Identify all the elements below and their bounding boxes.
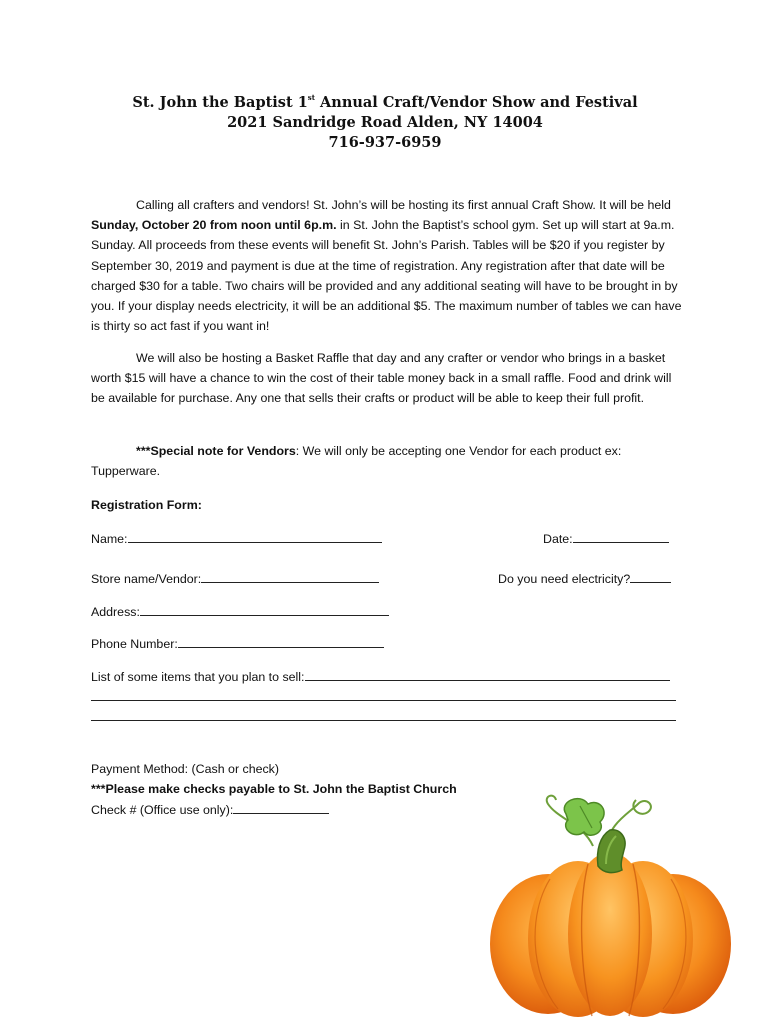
leaf-left: [564, 799, 604, 836]
electricity-field[interactable]: Do you need electricity?: [498, 570, 671, 587]
registration-form-heading: Registration Form:: [91, 498, 202, 512]
phone-number-field[interactable]: Phone Number:: [91, 635, 384, 652]
address-field[interactable]: Address:: [91, 603, 389, 620]
date-field[interactable]: Date:: [543, 530, 669, 547]
items-field-line-2[interactable]: [91, 700, 676, 701]
store-name-field[interactable]: Store name/Vendor:: [91, 570, 379, 587]
items-field[interactable]: List of some items that you plan to sell:: [91, 668, 670, 685]
raffle-paragraph: We will also be hosting a Basket Raffle that day and any crafter or vendor who brings in a basket worth $15 will have a chance to win the cost of their table money back in a small raffle. Food and drink will be available for purchase. Any one that sells their crafts or product will be able to keep their full profit.: [91, 351, 672, 406]
items-field-line-3[interactable]: [91, 720, 676, 721]
check-number-field[interactable]: Check # (Office use only):: [91, 801, 329, 818]
document-title: St. John the Baptist 1st Annual Craft/Vendor Show and Festival: [132, 93, 638, 111]
intro-paragraph: Calling all crafters and vendors! St. John’s will be hosting its first annual Craft Show. It will be held Sunday, October 20 from noon until 6p.m. in St. John the Baptist’s school gym. Set up will start at 9a.m. Sunday. All proceeds from these events will benefit St. John’s Parish. Tables will be $20 if you register by September 30, 2019 and payment is due at the time of registration. Any registration after that date will be charged $30 for a table. Two chairs will be provided and any additional seating will have to be brought in by you. If your display needs electricity, it will be an additional $5. The maximum number of tables we can have is thirty so act fast if you want in!: [91, 198, 682, 334]
document-address: 2021 Sandridge Road Alden, NY 14004: [227, 114, 543, 131]
checks-payable-note: ***Please make checks payable to St. John the Baptist Church: [91, 782, 457, 796]
vendor-note: ***Special note for Vendors: We will only be accepting one Vendor for each product ex: Tupperware.: [91, 444, 622, 479]
pumpkin-illustration: [488, 784, 733, 1024]
name-field[interactable]: Name:: [91, 530, 382, 547]
payment-method: Payment Method: (Cash or check): [91, 762, 280, 776]
document-phone: 716-937-6959: [328, 134, 442, 151]
pumpkin-stem: [598, 830, 626, 873]
